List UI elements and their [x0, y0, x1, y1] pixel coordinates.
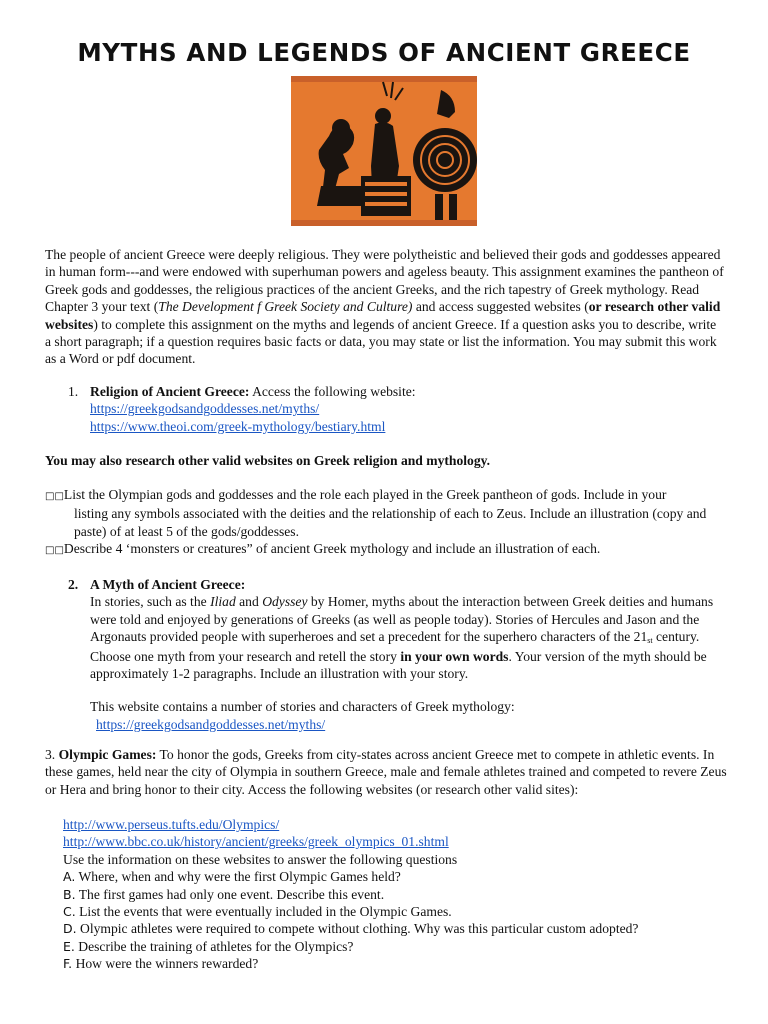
bullet-item-1: □□List the Olympian gods and goddesses and the role each played in the Greek pantheon of gods. Include in your listing any symbols associated with the deities and the relationship of each to Zeus. Include an illustration (copy and paste) of at least 5 of the gods/goddesses. — [45, 487, 707, 539]
question-item — [63, 868, 743, 885]
bullet-item-2: □□Describe 4 ‘monsters or creatures” of ancient Greek mythology and include an illustration of each. — [45, 541, 601, 556]
question-letter: E. — [63, 938, 75, 954]
bullet-icon: □□ — [45, 545, 64, 556]
link-greekgods-myths-2[interactable]: https://greekgodsandgoddesses.net/myths/ — [96, 716, 326, 732]
bullet-icon: □□ — [45, 491, 64, 502]
question-letter: C. — [63, 904, 76, 920]
section-heading-myth: A Myth of Ancient Greece: — [90, 577, 246, 592]
link-greekgods-myths[interactable]: https://greekgodsandgoddesses.net/myths/ — [90, 401, 320, 417]
question-letter: F. — [63, 956, 73, 972]
question-text: How were the winners rewarded? — [75, 956, 259, 972]
section-heading-olympics: Olympic Games: — [58, 747, 157, 762]
question-letter: B. — [63, 886, 76, 902]
question-letter: D. — [63, 921, 77, 937]
question-item — [63, 920, 743, 937]
section-heading-religion: Religion of Ancient Greece: — [90, 384, 250, 399]
link-perseus-olympics[interactable]: http://www.perseus.tufts.edu/Olympics/ — [63, 817, 280, 832]
section-number-1: 1. — [68, 384, 79, 399]
link-theoi-bestiary[interactable]: https://www.theoi.com/greek-mythology/bestiary.html — [90, 418, 386, 434]
question-item — [63, 903, 743, 920]
also-research-note: You may also research other valid websites on Greek religion and mythology. — [45, 453, 491, 468]
question-item — [63, 886, 743, 903]
page-title: MYTHS AND LEGENDS OF ANCIENT GREECE — [77, 38, 691, 67]
section-2-body: In stories, such as the Iliad and Odyssey by Homer, myths about the interaction between Greek deities and humans were told and enjoyed by generations of Greeks (as well as people today). Stories of Hercules and Jason and the Argonauts provided people with superheroes and set a precedent for the superhero characters of the $21_{st}$ century. Choose one myth from your research and retell the story in your own words. Your version of the myth should be approximately 1-2 paragraphs. Include an illustration with your story. — [90, 594, 714, 682]
section-3: 3. Olympic Games: To honor the gods, Greeks from city-states across ancient Greece met to compete in athletic events. In these games, held near the city of Olympia in southern Greece, male and female athletes trained and competed to revere Zeus or Hera and bring honor to their city. Access the following websites (or research other valid sites): — [45, 747, 727, 797]
question-text: List the events that were eventually included in the Olympic Games. — [79, 904, 452, 920]
section-1: Religion of Ancient Greece: Access the following website: https://greekgodsandgoddesses.net/myths/ https://www.theoi.com/greek-mythology/bestiary.html — [90, 384, 416, 434]
section-2: A Myth of Ancient Greece: In stories, such as the Iliad and Odyssey by Homer, myths about the interaction between Greek deities and humans were told and enjoyed by generations of Greeks (as well as people today). Stories of Hercules and Jason and the Argonauts provided people with superheroes and set a precedent for the superhero characters of the $21_{st}$ century. Choose one myth from your research and retell the story in your own words. Your version of the myth should be approximately 1-2 paragraphs. Include an illustration with your story. This website contains a number of stories and characters of Greek mythology: https://greekgodsandgoddesses.net/myths/ — [90, 576, 720, 733]
question-text: Olympic athletes were required to compete without clothing. Why was this particular custom adopted? — [80, 921, 639, 937]
question-item — [63, 938, 743, 955]
intro-paragraph: The people of ancient Greece were deeply religious. They were polytheistic and believed their gods and goddesses appeared in human form---and were endowed with superhuman powers and ageless beauty. This assignment examines the pantheon of Greek gods and goddesses, the religious practices of the ancient Greeks, and the rich tapestry of Greek mythology. Read Chapter 3 your text (The Development f Greek Society and Culture) and access suggested websites (or research other valid websites) to complete this assignment on the myths and legends of ancient Greece. If a question asks you to describe, write a short paragraph; if a question requires basic facts or data, you may state or list the information. You may submit this work as a Word or pdf document. — [45, 247, 724, 367]
question-list — [63, 868, 743, 972]
question-text: Describe the training of athletes for the Olympics? — [78, 938, 354, 954]
section-number-2: 2. — [68, 577, 79, 592]
greek-vase-illustration — [291, 76, 477, 226]
question-text: The first games had only one event. Describe this event. — [78, 886, 385, 902]
question-item — [63, 955, 743, 972]
section-3-links: http://www.perseus.tufts.edu/Olympics/ http://www.bbc.co.uk/history/ancient/greeks/greek_olympics_01.shtml Use the information on these websites to answer the following questions A. Where, when and why were the first Olympic Games held? B. The first games had only one event. Describe this event. C. List the events that were eventually included in the Olympic Games. D. Olympic athletes were required to compete without clothing. Why was this particular custom adopted? E. Describe the training of athletes for the Olympics? F. How were the winners rewarded? — [63, 816, 743, 973]
question-text: Where, when and why were the first Olympic Games held? — [78, 869, 401, 885]
question-letter: A. — [63, 869, 76, 885]
link-bbc-greek-olympics[interactable]: http://www.bbc.co.uk/history/ancient/greeks/greek_olympics_01.shtml — [63, 834, 449, 850]
